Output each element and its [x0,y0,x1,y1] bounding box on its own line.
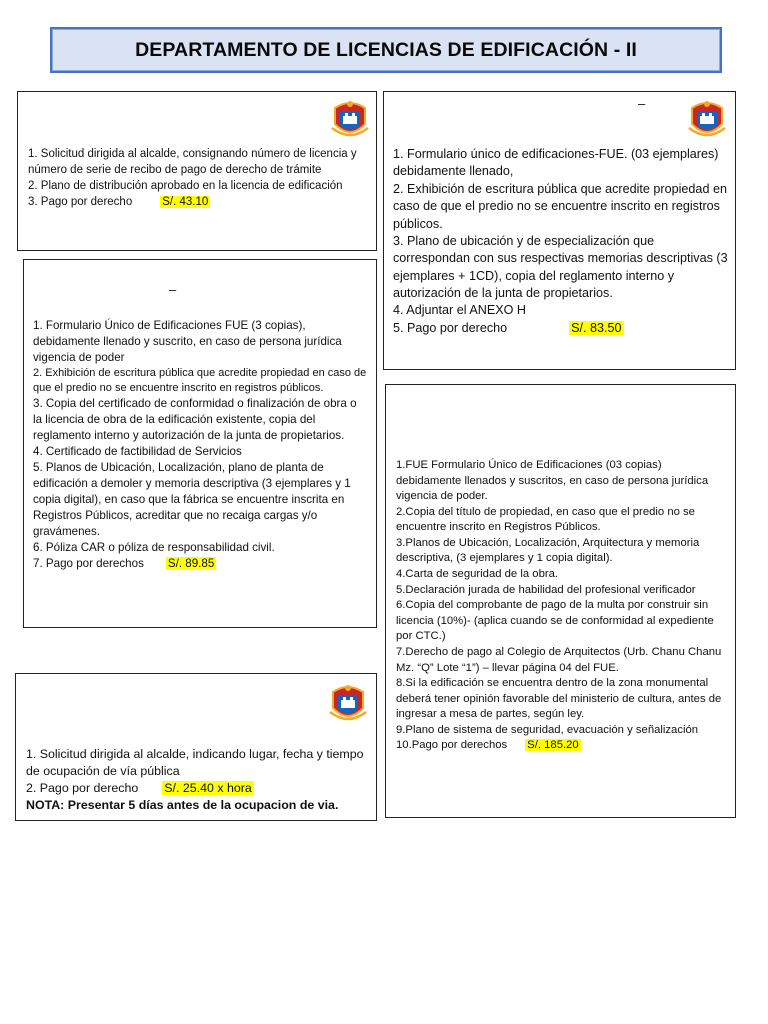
municipal-crest-icon [331,98,369,140]
procedure-box-5 [15,673,377,821]
fee-label: 7. Pago por derechos [33,557,144,571]
requirements-list [393,146,728,337]
dash-mark: – [638,96,646,111]
requirement-item: 2.Copia del título de propiedad, en caso que el predio no se encuentre inscrito en Registros Públicos. [396,505,695,534]
fee-value: S/. 83.50 [571,320,622,335]
requirement-item: 2. Exhibición de escritura pública que acredite propiedad en caso de que el predio no se encuentre inscrito en registros públicos. [393,181,727,231]
requirements-list [26,746,366,814]
fee-label: 3. Pago por derecho [28,195,133,208]
requirement-item: 3.Planos de Ubicación, Localización, Arquitectura y memoria descriptiva, (3 ejemplares y 1 copia digital). [396,536,700,565]
fee-line [28,195,364,211]
requirement-item: 7.Derecho de pago al Colegio de Arquitectos (Urb. Chanu Chanu Mz. “Q” Lote “1”) – llevar página 04 del FUE. [396,645,722,674]
procedure-box-4 [385,384,736,818]
requirement-item: 1. Formulario Único de Edificaciones FUE (3 copias), debidamente llenado y suscrito, en caso de persona jurídica vigencia de poder [33,319,342,364]
fee-value: S/. 43.10 [162,195,209,208]
requirement-item: 3. Copia del certificado de conformidad o finalización de obra o la licencia de obra de la edificación existente, copia del reglamento interno y autorización de la junta de propietarios. [33,397,357,443]
fee-line [33,556,367,572]
requirement-item: 6.Copia del comprobante de pago de la multa por construir sin licencia (10%)- (aplica cuando se de conformidad al expediente por CTC.) [396,599,714,643]
requirements-list [396,458,726,754]
requirement-item: 4. Certificado de factibilidad de Servicios [33,445,242,459]
requirement-item: 1.FUE Formulario Único de Edificaciones (03 copias) debidamente llenados y suscritos, en caso de persona jurídica vigencia de poder. [396,459,709,503]
fee-value: S/. 25.40 x hora [164,781,252,796]
note-text: NOTA: Presentar 5 días antes de la ocupacion de via. [26,798,339,813]
fee-label: 10.Pago por derechos [396,739,508,752]
fee-value: S/. 185.20 [527,739,579,752]
fee-label: 2. Pago por derecho [26,781,139,796]
requirement-item: 1. Formulario único de edificaciones-FUE. (03 ejemplares) debidamente llenado, [393,147,719,179]
requirement-item: 2. Exhibición de escritura pública que acredite propiedad en caso de que el predio no se encuentre inscrito en registros públicos. [33,366,367,395]
fee-line [26,780,366,797]
requirements-list [28,147,364,210]
requirement-item: 6. Póliza CAR o póliza de responsabilidad civil. [33,541,275,555]
requirement-item: 2. Plano de distribución aprobado en la licencia de edificación [28,179,343,192]
requirement-item: 3. Plano de ubicación y de especialización que correspondan con sus respectivas memorias descriptivas (3 ejemplares + 1CD), copia del reglamento interno y autorización de la junta de propietarios. [393,233,728,300]
requirement-item: 5. Planos de Ubicación, Localización, plano de planta de edificación a demoler y memoria descriptiva (3 ejemplares y 1 copia digital), en caso que la fábrica se encuentre inscrita en Registros Públicos, acreditar que no recaiga cargas y/o gravámenes. [33,461,351,539]
requirements-list [33,318,367,572]
municipal-crest-icon [329,682,367,724]
requirement-item: 9.Plano de sistema de seguridad, evacuación y señalización [396,723,699,736]
page-header [50,27,722,73]
requirement-item: 4. Adjuntar el ANEXO H [393,303,527,318]
procedure-box-1 [17,91,377,251]
procedure-box-3 [23,259,377,628]
page-title: DEPARTAMENTO DE LICENCIAS DE EDIFICACIÓN - II [135,38,637,61]
procedure-box-2 [383,91,736,370]
fee-line [396,738,726,754]
requirement-item: 8.Si la edificación se encuentra dentro de la zona monumental deberá tener opinión favorable del ministerio de cultura, antes de ingresar a mesa de partes, según ley. [396,677,722,721]
requirement-item: 4.Carta de seguridad de la obra. [396,568,559,581]
requirement-item: 1. Solicitud dirigida al alcalde, indicando lugar, fecha y tiempo de ocupación de vía pública [26,747,364,779]
dash-mark: – [169,282,177,297]
municipal-crest-icon [688,98,726,140]
fee-label: 5. Pago por derecho [393,320,508,335]
requirement-item: 5.Declaración jurada de habilidad del profesional verificador [396,583,696,596]
requirement-item: 1. Solicitud dirigida al alcalde, consignando número de licencia y número de serie de recibo de pago de derecho de trámite [28,148,357,176]
fee-value: S/. 89.85 [167,557,215,571]
fee-line [393,320,728,337]
